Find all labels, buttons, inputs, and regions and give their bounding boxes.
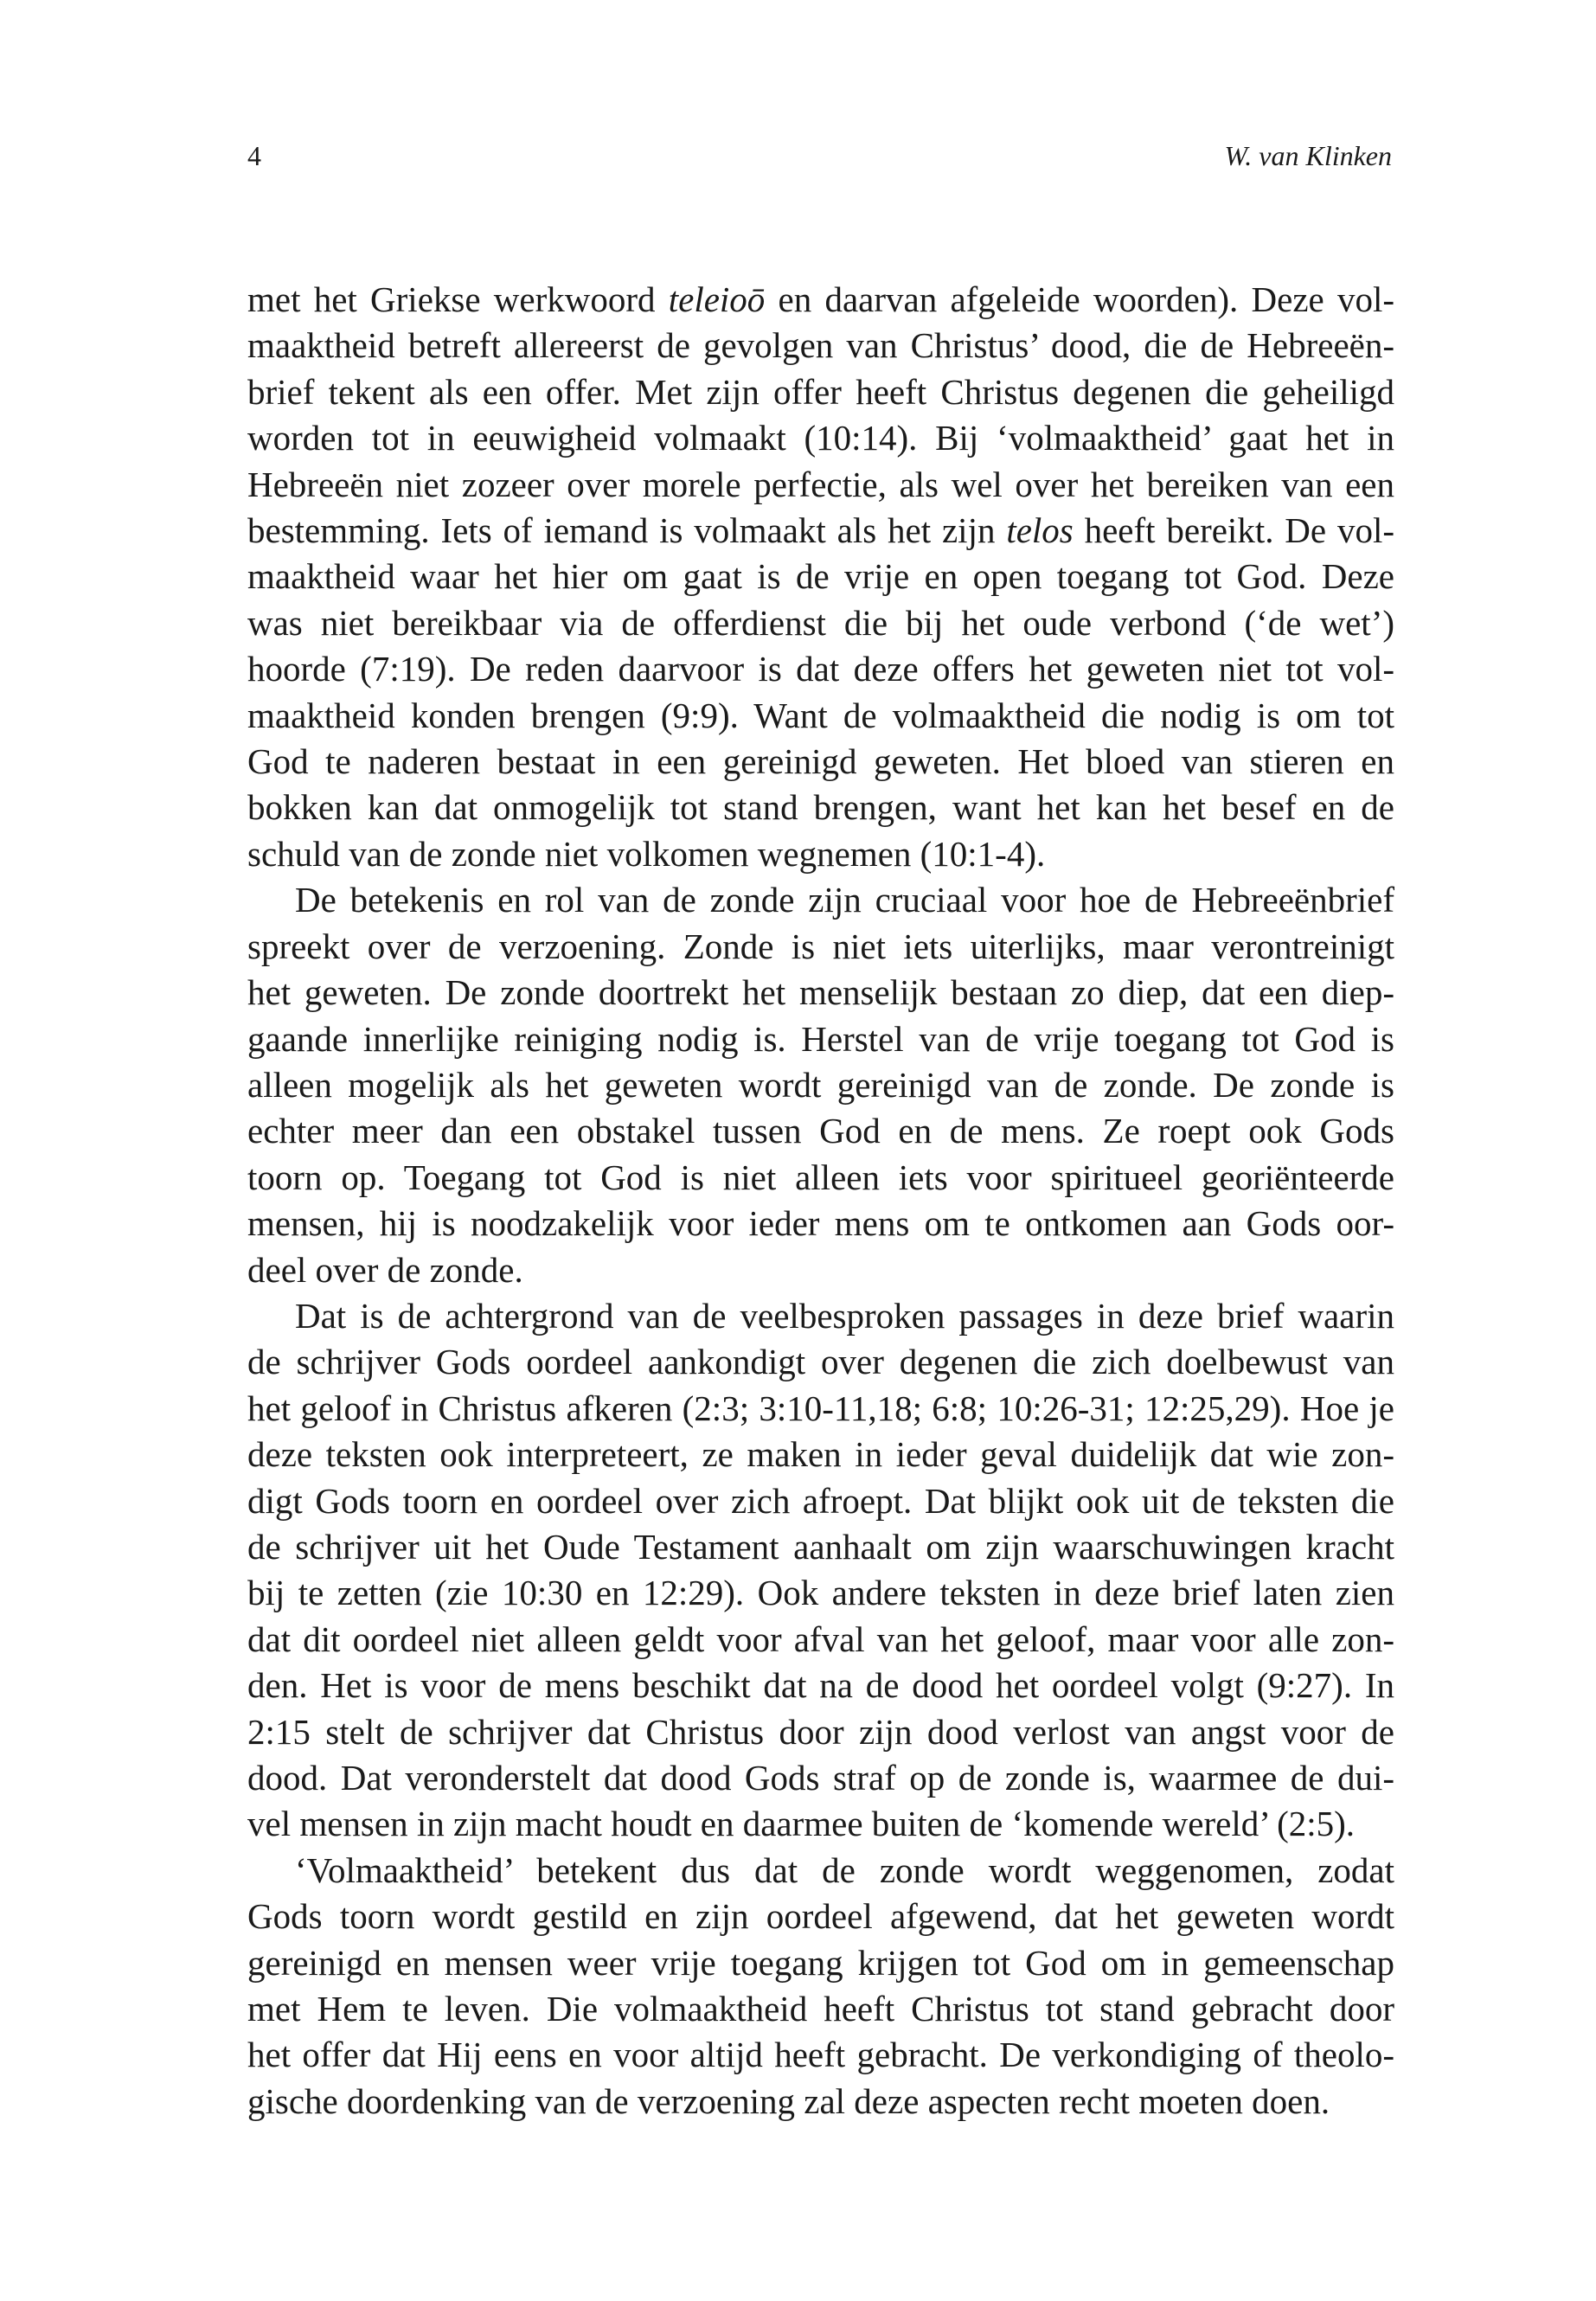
text-line: God te naderen bestaat in een gereinigd geweten. Het bloed van stieren en <box>247 741 1394 782</box>
text-line: bij te zetten (zie 10:30 en 12:29). Ook andere teksten in deze brief laten zien <box>247 1573 1394 1613</box>
text-line: maaktheid waar het hier om gaat is de vrije en open toegang tot God. Deze <box>247 556 1394 597</box>
text-line: het offer dat Hij eens en voor altijd heeft gebracht. De verkondiging of theolo- <box>247 2035 1394 2075</box>
text-line: met Hem te leven. Die volmaaktheid heeft Christus tot stand gebracht door <box>247 1989 1394 2029</box>
text-line: mensen, hij is noodzakelijk voor ieder mens om te ontkomen aan Gods oor- <box>247 1203 1394 1244</box>
text-line: ‘Volmaaktheid’ betekent dus dat de zonde wordt weggenomen, zodat <box>295 1849 1394 1890</box>
text-line: bestemming. Iets of iemand is volmaakt als het zijn telos heeft bereikt. De vol- <box>247 510 1394 551</box>
text-line: brief tekent als een offer. Met zijn offer heeft Christus degenen die geheiligd <box>247 371 1394 412</box>
text-line: het geloof in Christus afkeren (2:3; 3:10-11,18; 6:8; 10:26-31; 12:25,29). Hoe je <box>247 1388 1394 1428</box>
italic-term: teleioō <box>668 279 766 319</box>
text-line: maaktheid konden brengen (9:9). Want de volmaaktheid die nodig is om tot <box>247 695 1394 735</box>
text-line: gische doordenking van de verzoening zal deze aspecten recht moeten doen. <box>247 2080 1330 2121</box>
text-line: deze teksten ook interpreteert, ze maken in ieder geval duidelijk dat wie zon- <box>247 1434 1394 1475</box>
text-line: vel mensen in zijn macht houdt en daarmee buiten de ‘komende wereld’ (2:5). <box>247 1804 1356 1844</box>
text-line: schuld van de zonde niet volkomen wegnemen (10:1-4). <box>247 833 1046 874</box>
paragraph <box>247 277 1394 877</box>
text-line: Gods toorn wordt gestild en zijn oordeel afgewend, dat het geweten wordt <box>247 1896 1394 1937</box>
text-line: gereinigd en mensen weer vrije toegang krijgen tot God om in gemeenschap <box>247 1942 1394 1983</box>
text-line: gaande innerlijke reiniging nodig is. Herstel van de vrije toegang tot God is <box>247 1018 1394 1059</box>
text-line: hoorde (7:19). De reden daarvoor is dat deze offers het geweten niet tot vol- <box>247 649 1394 689</box>
text-line: alleen mogelijk als het geweten wordt gereinigd van de zonde. De zonde is <box>247 1064 1394 1105</box>
paragraph <box>247 877 1394 1293</box>
body-text <box>247 277 1394 2125</box>
text-line: het geweten. De zonde doortrekt het menselijk bestaan zo diep, dat een diep- <box>247 972 1394 1013</box>
text-line: de schrijver uit het Oude Testament aanhaalt om zijn waarschuwingen kracht <box>247 1526 1394 1567</box>
text-line: deel over de zonde. <box>247 1249 523 1290</box>
text-line: bokken kan dat onmogelijk tot stand brengen, want het kan het besef en de <box>247 787 1394 828</box>
page-number: 4 <box>247 140 261 171</box>
running-head: W. van Klinken <box>1224 140 1392 171</box>
text-line: met het Griekse werkwoord teleioō en daarvan afgeleide woorden). Deze vol- <box>247 279 1394 319</box>
paragraph <box>247 1848 1394 2125</box>
text-line: spreekt over de verzoening. Zonde is niet iets uiterlijks, maar verontreinigt <box>247 926 1394 966</box>
text-line: dat dit oordeel niet alleen geldt voor afval van het geloof, maar voor alle zon- <box>247 1618 1394 1659</box>
text-line: de schrijver Gods oordeel aankondigt over degenen die zich doelbewust van <box>247 1342 1394 1382</box>
text-line: worden tot in eeuwigheid volmaakt (10:14). Bij ‘volmaaktheid’ gaat het in <box>247 418 1394 458</box>
text-line: den. Het is voor de mens beschikt dat na de dood het oordeel volgt (9:27). In <box>247 1665 1394 1706</box>
text-line: Hebreeën niet zozeer over morele perfectie, als wel over het bereiken van een <box>247 464 1394 504</box>
text-line: 2:15 stelt de schrijver dat Christus door zijn dood verlost van angst voor de <box>247 1711 1394 1752</box>
italic-term: telos <box>1006 510 1074 551</box>
paragraph <box>247 1293 1394 1848</box>
text-line: echter meer dan een obstakel tussen God en de mens. Ze roept ook Gods <box>247 1111 1394 1151</box>
text-line: De betekenis en rol van de zonde zijn cruciaal voor hoe de Hebreeënbrief <box>295 880 1394 920</box>
text-line: Dat is de achtergrond van de veelbesproken passages in deze brief waarin <box>295 1295 1394 1336</box>
text-line: was niet bereikbaar via de offerdienst die bij het oude verbond (‘de wet’) <box>247 602 1394 643</box>
text-line: digt Gods toorn en oordeel over zich afroept. Dat blijkt ook uit de teksten die <box>247 1480 1394 1521</box>
text-line: toorn op. Toegang tot God is niet alleen iets voor spiritueel georiënteerde <box>247 1157 1394 1197</box>
text-line: maaktheid betreft allereerst de gevolgen van Christus’ dood, die de Hebreeën- <box>247 325 1394 366</box>
text-line: dood. Dat veronderstelt dat dood Gods straf op de zonde is, waarmee de dui- <box>247 1758 1394 1798</box>
